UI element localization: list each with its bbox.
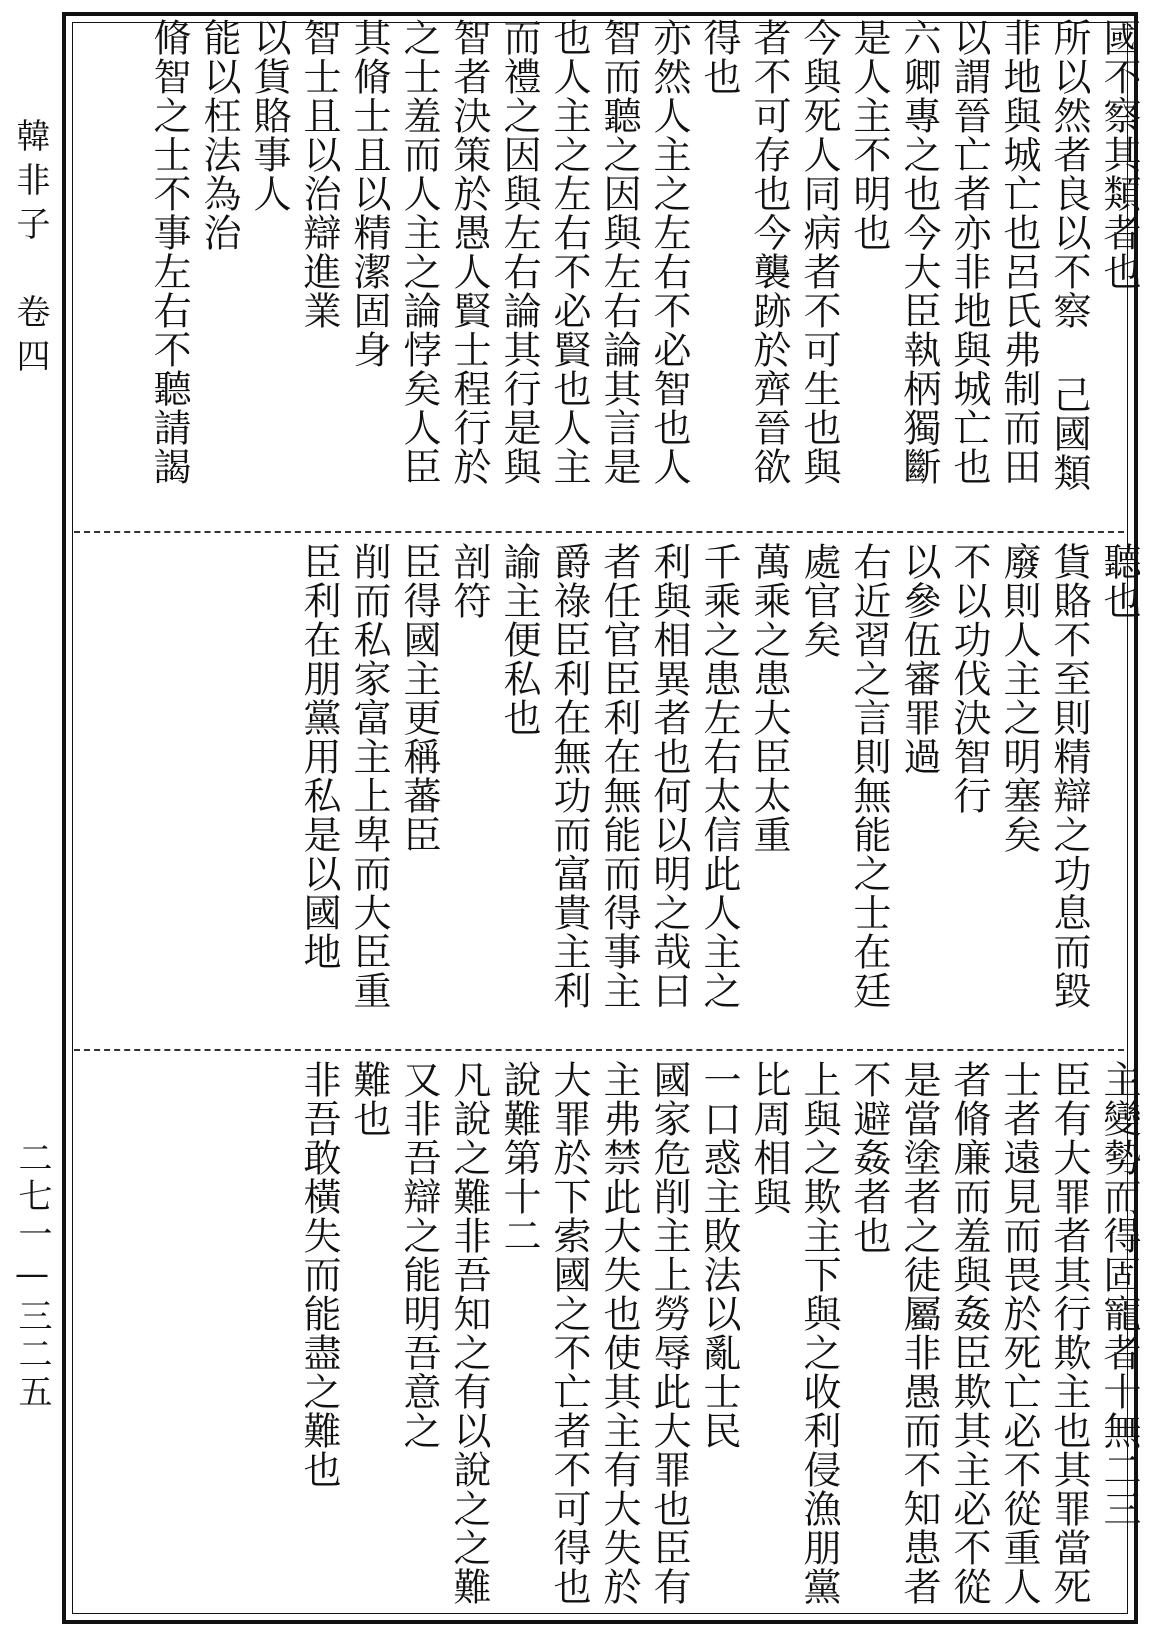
text-column: 智而聽之因與左右論其言是 [597, 18, 641, 486]
text-column: 臣得國主更稱蕃臣 [397, 542, 441, 854]
text-register-top [74, 18, 1144, 523]
text-column: 剖符 [447, 542, 491, 620]
text-column: 也人主之左右不必賢也人主 [547, 18, 591, 486]
text-column: 利與相異者也何以明之哉曰 [647, 542, 691, 1010]
text-column: 處官矣 [797, 542, 841, 659]
text-column: 主弗禁此大失也使其主有大失於 [597, 1060, 641, 1606]
text-column: 千乘之患左右太信此人主之 [697, 542, 741, 1010]
text-column: 一口惑主敗法以亂士民 [697, 1060, 741, 1450]
text-column: 諭主便私也 [497, 542, 541, 737]
text-column: 比周相與 [747, 1060, 791, 1216]
text-column: 得也 [697, 18, 741, 96]
text-column: 爵祿臣利在無功而富貴主利 [547, 542, 591, 1010]
column-group [74, 542, 1144, 1039]
text-register-middle [74, 542, 1144, 1039]
text-column: 又非吾辯之能明吾意之 [397, 1060, 441, 1450]
text-column: 削而私家富主上卑而大臣重 [347, 542, 391, 1010]
text-column: 大罪於下索國之不亡者不可得也 [547, 1060, 591, 1606]
text-column: 所以然者良以不察 己國類 [1047, 18, 1091, 492]
text-column: 不避姦者也 [847, 1060, 891, 1255]
text-column: 不以功伐決智行 [947, 542, 991, 815]
text-column: 其脩士且以精潔固身 [347, 18, 391, 369]
text-column: 以參伍審罪過 [897, 542, 941, 776]
text-column: 臣有大罪者其行欺主也其罪當死 [1047, 1060, 1091, 1606]
page-margin [0, 0, 58, 1636]
text-column: 能以枉法為治 [197, 18, 241, 252]
text-column: 脩智之士不事左右不聽請謁 [147, 18, 191, 486]
text-column: 主變勢而得固寵者十無二三 [1097, 1060, 1141, 1528]
text-column: 聽也 [1097, 542, 1141, 620]
text-column: 非地與城亡也呂氏弗制而田 [997, 18, 1041, 486]
text-column: 者脩廉而羞與姦臣欺其主必不從 [947, 1060, 991, 1606]
text-column: 者任官臣利在無能而得事主 [597, 542, 641, 1010]
register-divider [74, 531, 1124, 533]
column-group [74, 18, 1144, 523]
text-column: 士者遠見而畏於死亡必不從重人 [997, 1060, 1041, 1606]
text-column: 是當塗者之徒屬非愚而不知患者 [897, 1060, 941, 1606]
text-column: 者不可存也今襲跡於齊晉欲 [747, 18, 791, 486]
text-column: 臣利在朋黨用私是以國地 [297, 542, 341, 971]
text-column: 以謂晉亡者亦非地與城亡也 [947, 18, 991, 486]
text-column: 凡說之難非吾知之有以說之之難 [447, 1060, 491, 1606]
text-column: 國家危削主上勞辱此大罪也臣有 [647, 1060, 691, 1606]
column-group [74, 1060, 1144, 1608]
text-column: 國不察其類者也 [1097, 18, 1141, 291]
text-column: 以貨賂事人 [247, 18, 291, 213]
text-column: 上與之欺主下與之收利侵漁朋黨 [797, 1060, 841, 1606]
text-column: 智者決策於愚人賢士程行於 [447, 18, 491, 486]
text-column: 亦然人主之左右不必智也人 [647, 18, 691, 486]
register-divider [74, 1049, 1124, 1051]
text-column: 之士羞而人主之論悖矣人臣 [397, 18, 441, 486]
text-column: 非吾敢橫失而能盡之難也 [297, 1060, 341, 1489]
text-column: 今與死人同病者不可生也與 [797, 18, 841, 486]
text-column: 而禮之因與左右論其行是與 [497, 18, 541, 486]
text-register-bottom [74, 1060, 1144, 1608]
chapter-heading: 說難第十二 [497, 1060, 541, 1255]
text-column: 貨賂不至則精辯之功息而毀 [1047, 542, 1091, 1010]
page-number: 二七一—三二五 [12, 1140, 52, 1412]
text-column: 難也 [347, 1060, 391, 1138]
text-column: 是人主不明也 [847, 18, 891, 252]
text-column: 廢則人主之明塞矣 [997, 542, 1041, 854]
text-column: 智士且以治辯進業 [297, 18, 341, 330]
text-column: 六卿專之也今大臣執柄獨斷 [897, 18, 941, 486]
text-column: 右近習之言則無能之士在廷 [847, 542, 891, 1010]
text-column: 萬乘之患大臣太重 [747, 542, 791, 854]
book-title: 韓非子 卷四 [10, 118, 50, 382]
